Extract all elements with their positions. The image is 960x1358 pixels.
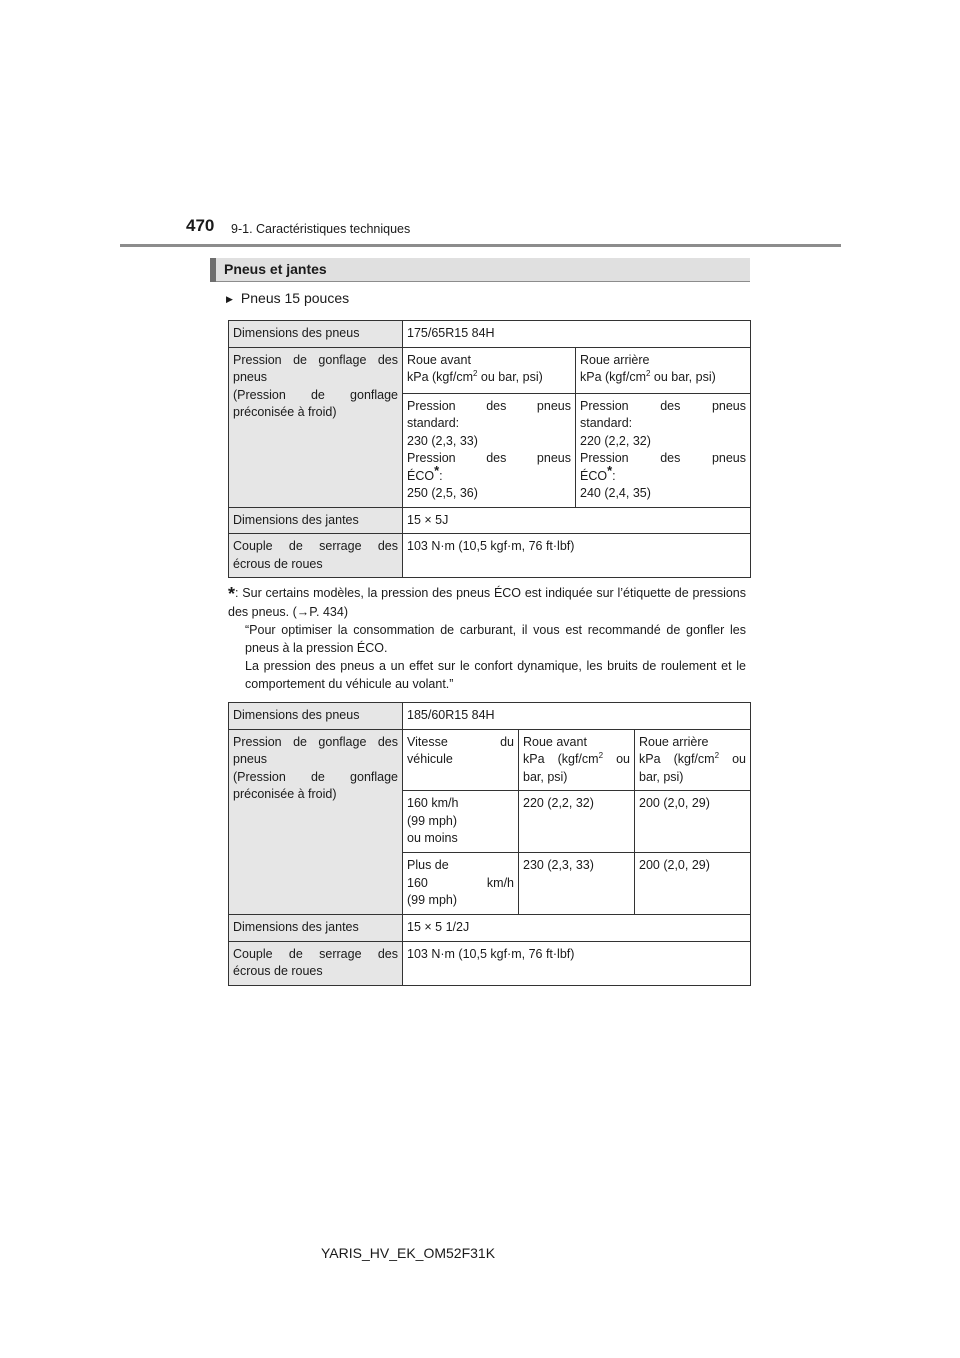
tire-size-label-2: Dimensions des pneus [229,703,403,730]
footnote-quote-2: La pression des pneus a un effet sur le confort dynamique, les bruits de roulement et le comportement du véhicule au volant.” [245,659,746,691]
subheading-text: Pneus 15 pouces [240,290,350,306]
header-rule [120,244,841,247]
rear-wheel-header-2: Roue arrière kPa ($kgf/cm^2$ ou bar, psi) [635,729,751,791]
wheel-size-value-2: 15 × 5 1/2J [403,915,751,942]
pressure-label: Pression de gonflage des pneus (Pression de gonflage préconisée à froid) [229,347,403,507]
wheel-size-label-2: Dimensions des jantes [229,915,403,942]
tire-spec-table-1 [228,320,751,578]
torque-value-2: 103 N·m (10,5 kgf·m, 76 ft·lbf) [403,941,751,985]
subheading [226,290,349,306]
torque-value: 103 N·m (10,5 kgf·m, 76 ft·lbf) [403,534,751,578]
rear-pressure-values: Pression des pneus standard: 220 (2,2, 32) Pression des pneus ÉCO*: 240 (2,4, 35) [576,393,751,507]
wheel-size-label: Dimensions des jantes [229,507,403,534]
rear-pressure-row-1: 200 (2,0, 29) [635,791,751,853]
front-wheel-header: Roue avant kPa ($kgf/cm^2$ ou bar, psi) [403,347,576,393]
tire-size-label: Dimensions des pneus [229,321,403,348]
speed-header: Vitesse du véhicule [403,729,519,791]
front-pressure-values: Pression des pneus standard: 230 (2,3, 33) Pression des pneus ÉCO*: 250 (2,5, 36) [403,393,576,507]
speed-row-2: Plus de 160 km/h (99 mph) [403,853,519,915]
page-number: 470 [186,216,215,235]
pressure-label-2: Pression de gonflage des pneus (Pression de gonflage préconisée à froid) [229,729,403,915]
tire-spec-table-2 [228,702,751,986]
tire-size-value: 175/65R15 84H [403,321,751,348]
footnote-quote: “Pour optimiser la consommation de carburant, il vous est recommandé de gonfler les pneus à la pression ÉCO. [245,623,746,655]
footnote-star: * [228,584,236,604]
section-band [210,258,750,282]
footnote-text: : Sur certains modèles, la pression des pneus ÉCO est indiquée sur l’étiquette de pressions des pneus. (→P. 434) [228,586,746,619]
band-marker [210,258,216,282]
front-pressure-row-1: 220 (2,2, 32) [519,791,635,853]
document-code: YARIS_HV_EK_OM52F31K [321,1245,496,1261]
footnote [228,584,746,693]
triangle-right-icon: ▶ [226,294,233,304]
tire-size-value-2: 185/60R15 84H [403,703,751,730]
torque-label: Couple de serrage des écrous de roues [229,534,403,578]
band-title: Pneus et jantes [224,261,327,277]
front-wheel-header-2: Roue avant kPa ($kgf/cm^2$ ou bar, psi) [519,729,635,791]
wheel-size-value: 15 × 5J [403,507,751,534]
rear-wheel-header: Roue arrière kPa ($kgf/cm^2$ ou bar, psi) [576,347,751,393]
speed-row-1: 160 km/h (99 mph) ou moins [403,791,519,853]
rear-pressure-row-2: 200 (2,0, 29) [635,853,751,915]
section-title: 9-1. Caractéristiques techniques [231,222,411,236]
front-pressure-row-2: 230 (2,3, 33) [519,853,635,915]
torque-label-2: Couple de serrage des écrous de roues [229,941,403,985]
